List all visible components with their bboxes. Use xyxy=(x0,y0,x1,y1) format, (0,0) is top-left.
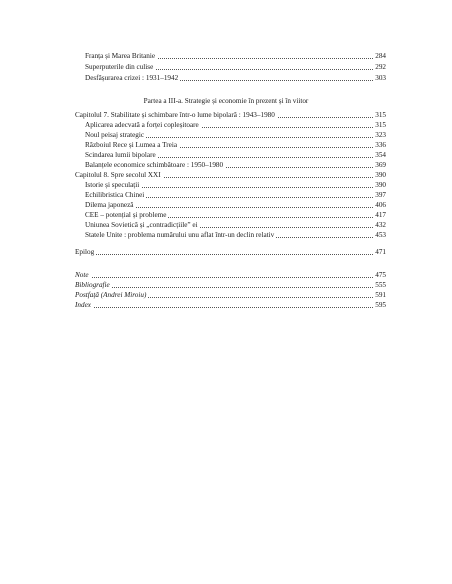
toc-entry xyxy=(0,121,452,130)
toc-entry-title: Noul peisaj strategic xyxy=(85,131,145,139)
toc-entry-page: 406 xyxy=(375,201,386,209)
toc-entry-title: Bibliografie xyxy=(75,281,110,289)
toc-entry-title: Aplicarea adecvată a forței copleșitoare xyxy=(85,121,199,129)
toc-entry xyxy=(0,141,452,150)
toc-entry-page: 315 xyxy=(375,121,386,129)
toc-backmatter xyxy=(0,291,452,300)
part-heading: Partea a III-a. Strategie și economie în prezent și în viitor xyxy=(143,97,309,105)
toc-entry-page: 323 xyxy=(375,131,386,139)
toc-entry xyxy=(0,211,452,220)
toc-entry-page: 555 xyxy=(375,281,386,289)
toc-entry-page: 303 xyxy=(375,74,386,82)
toc-entry-title: Capitolul 7. Stabilitate și schimbare într-o lume bipolară : 1943–1980 xyxy=(75,111,275,119)
toc-entry xyxy=(0,52,452,61)
toc-leader xyxy=(75,281,375,288)
toc-entry xyxy=(0,74,452,83)
toc-leader xyxy=(75,301,375,308)
toc-entry-page: 369 xyxy=(375,161,386,169)
toc-entry-page: 336 xyxy=(375,141,386,149)
toc-entry-page: 315 xyxy=(375,111,386,119)
toc-entry-title: Statele Unite : problema numărului unu aflat într-un declin relativ xyxy=(85,231,275,239)
toc-entry-title: Războiul Rece și Lumea a Treia xyxy=(85,141,178,149)
toc-entry-title: Istorie și speculații xyxy=(85,181,140,189)
toc-entry xyxy=(0,201,452,210)
toc-entry-page: 354 xyxy=(375,151,386,159)
toc-entry-title: Echilibristica Chinei xyxy=(85,191,145,199)
toc-entry-title: Scindarea lumii bipolare xyxy=(85,151,156,159)
toc-chapter xyxy=(0,111,452,120)
toc-entry-title: Dilema japoneză xyxy=(85,201,134,209)
toc-entry xyxy=(0,131,452,140)
toc-entry-title: CEE – potențial și probleme xyxy=(85,211,167,219)
toc-entry-page: 591 xyxy=(375,291,386,299)
toc-leader xyxy=(75,248,375,255)
toc-entry-title: Balanțele economice schimbătoare : 1950–1980 xyxy=(85,161,224,169)
toc-entry-title: Capitolul 8. Spre secolul XXI xyxy=(75,171,161,179)
toc-backmatter xyxy=(0,271,452,280)
toc-entry-page: 595 xyxy=(375,301,386,309)
toc-entry-page: 284 xyxy=(375,52,386,60)
toc-entry xyxy=(0,221,452,230)
toc-entry-title: Desfășurarea crizei : 1931–1942 xyxy=(85,74,179,82)
toc-entry-page: 417 xyxy=(375,211,386,219)
toc-entry xyxy=(0,191,452,200)
toc-entry xyxy=(0,181,452,190)
toc-backmatter xyxy=(0,301,452,310)
toc-entry-title: Postfață (Andrei Miroiu) xyxy=(75,291,147,299)
toc-entry-page: 292 xyxy=(375,63,386,71)
toc-entry-page: 475 xyxy=(375,271,386,279)
toc-entry xyxy=(0,231,452,240)
toc-leader xyxy=(75,271,375,278)
toc-entry-page: 390 xyxy=(375,171,386,179)
toc-entry-title: Uniunea Sovietică și „contradicțiile” ei xyxy=(85,221,198,229)
toc-entry-title: Franța și Marea Britanie xyxy=(85,52,156,60)
toc-entry-page: 397 xyxy=(375,191,386,199)
toc-epilog xyxy=(0,248,452,257)
toc-backmatter xyxy=(0,281,452,290)
toc-entry-title: Index xyxy=(75,301,91,309)
toc-entry-title: Note xyxy=(75,271,89,279)
toc-entry-page: 432 xyxy=(375,221,386,229)
toc-entry xyxy=(0,151,452,160)
toc-entry-title: Epilog xyxy=(75,248,95,256)
toc-entry xyxy=(0,63,452,72)
toc-entry-page: 471 xyxy=(375,248,386,256)
toc-entry-page: 453 xyxy=(375,231,386,239)
toc-entry xyxy=(0,161,452,170)
toc-chapter xyxy=(0,171,452,180)
toc-entry-page: 390 xyxy=(375,181,386,189)
toc-entry-title: Superputerile din culise xyxy=(85,63,154,71)
